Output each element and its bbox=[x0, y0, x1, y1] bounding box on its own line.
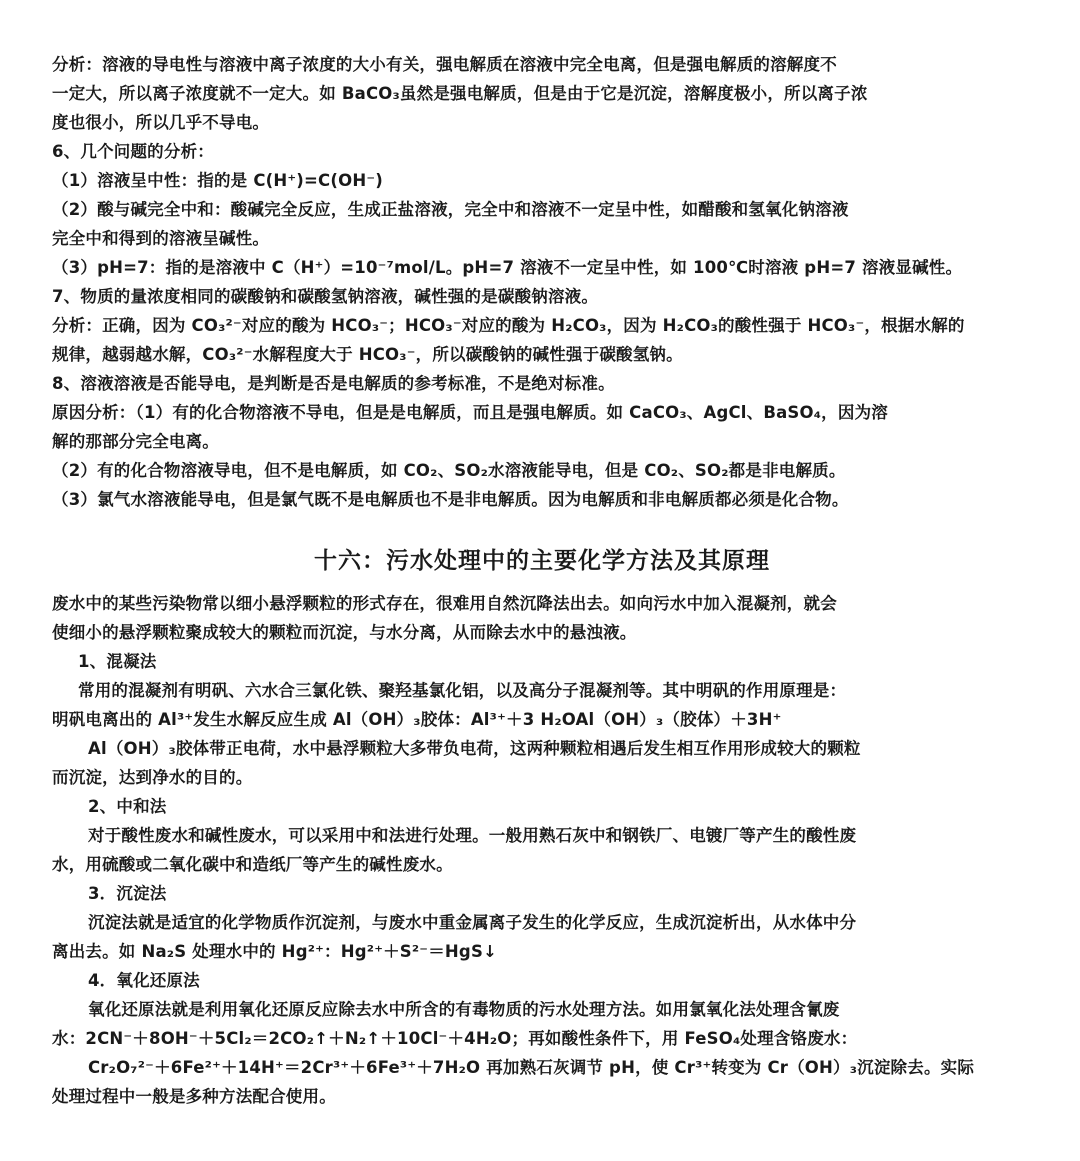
paragraph-line: 解的那部分完全电离。 bbox=[52, 432, 219, 451]
paragraph-line: 废水中的某些污染物常以细小悬浮颗粒的形式存在，很难用自然沉降法出去。如向污水中加入混凝剂，就会 bbox=[52, 594, 837, 613]
paragraph-line: （3）氯气水溶液能导电，但是氯气既不是电解质也不是非电解质。因为电解质和非电解质都必须是化合物。 bbox=[52, 490, 849, 509]
paragraph-line: （1）溶液呈中性：指的是 C(H⁺)=C(OH⁻) bbox=[52, 171, 383, 190]
subheading-redox: 4．氧化还原法 bbox=[88, 971, 200, 990]
paragraph-line: 离出去。如 Na₂S 处理水中的 Hg²⁺：Hg²⁺＋S²⁻＝HgS↓ bbox=[52, 942, 498, 961]
paragraph-line: 而沉淀，达到净水的目的。 bbox=[52, 768, 253, 787]
section-title: 十六：污水处理中的主要化学方法及其原理 bbox=[314, 548, 770, 574]
paragraph-line: （2）有的化合物溶液导电，但不是电解质，如 CO₂、SO₂水溶液能导电，但是 CO₂、SO₂都是非电解质。 bbox=[52, 461, 846, 480]
paragraph-line: （2）酸与碱完全中和：酸碱完全反应，生成正盐溶液，完全中和溶液不一定呈中性，如醋酸和氢氧化钠溶液 bbox=[52, 200, 849, 219]
question-heading-8: 8、溶液溶液是否能导电，是判断是否是电解质的参考标准，不是绝对标准。 bbox=[52, 374, 615, 393]
subheading-coagulation: 1、混凝法 bbox=[78, 652, 157, 671]
paragraph-line: 使细小的悬浮颗粒聚成较大的颗粒而沉淀，与水分离，从而除去水中的悬浊液。 bbox=[52, 623, 637, 642]
question-heading-7: 7、物质的量浓度相同的碳酸钠和碳酸氢钠溶液，碱性强的是碳酸钠溶液。 bbox=[52, 287, 599, 306]
paragraph-line: 沉淀法就是适宜的化学物质作沉淀剂，与废水中重金属离子发生的化学反应，生成沉淀析出，从水体中分 bbox=[88, 913, 857, 932]
paragraph-line: 原因分析：（1）有的化合物溶液不导电，但是是电解质，而且是强电解质。如 CaCO₃、AgCl、BaSO₄，因为溶 bbox=[52, 403, 888, 422]
question-heading-6: 6、几个问题的分析： bbox=[52, 142, 214, 161]
document-page bbox=[52, 50, 1032, 1111]
paragraph-line: 明矾电离出的 Al³⁺发生水解反应生成 Al（OH）₃胶体：Al³⁺＋3 H₂OAl（OH）₃（胶体）＋3H⁺ bbox=[52, 710, 782, 729]
paragraph-line: 分析：正确，因为 CO₃²⁻对应的酸为 HCO₃⁻；HCO₃⁻对应的酸为 H₂CO₃，因为 H₂CO₃的酸性强于 HCO₃⁻，根据水解的 bbox=[52, 316, 965, 335]
paragraph-line: 水，用硫酸或二氧化碳中和造纸厂等产生的碱性废水。 bbox=[52, 855, 453, 874]
paragraph-line: 分析：溶液的导电性与溶液中离子浓度的大小有关，强电解质在溶液中完全电离，但是强电解质的溶解度不 bbox=[52, 55, 837, 74]
paragraph-line: 规律，越弱越水解，CO₃²⁻水解程度大于 HCO₃⁻，所以碳酸钠的碱性强于碳酸氢钠。 bbox=[52, 345, 683, 364]
paragraph-line: 常用的混凝剂有明矾、六水合三氯化铁、聚羟基氯化铝，以及高分子混凝剂等。其中明矾的作用原理是： bbox=[78, 681, 847, 700]
paragraph-line: 一定大，所以离子浓度就不一定大。如 BaCO₃虽然是强电解质，但是由于它是沉淀，溶解度极小，所以离子浓 bbox=[52, 84, 868, 103]
paragraph-line: 水：2CN⁻＋8OH⁻＋5Cl₂＝2CO₂↑＋N₂↑＋10Cl⁻＋4H₂O；再如酸性条件下，用 FeSO₄处理含铬废水： bbox=[52, 1029, 858, 1048]
paragraph-line: 对于酸性废水和碱性废水，可以采用中和法进行处理。一般用熟石灰中和钢铁厂、电镀厂等产生的酸性废 bbox=[88, 826, 857, 845]
subheading-precipitation: 3．沉淀法 bbox=[88, 884, 167, 903]
paragraph-line: Cr₂O₇²⁻＋6Fe²⁺＋14H⁺＝2Cr³⁺＋6Fe³⁺＋7H₂O 再加熟石灰调节 pH，使 Cr³⁺转变为 Cr（OH）₃沉淀除去。实际 bbox=[88, 1058, 975, 1077]
paragraph-line: 处理过程中一般是多种方法配合使用。 bbox=[52, 1087, 336, 1106]
paragraph-line: 氧化还原法就是利用氧化还原反应除去水中所含的有毒物质的污水处理方法。如用氯氧化法处理含氰废 bbox=[88, 1000, 840, 1019]
paragraph-line: 度也很小，所以几乎不导电。 bbox=[52, 113, 270, 132]
paragraph-line: 完全中和得到的溶液呈碱性。 bbox=[52, 229, 270, 248]
subheading-neutralization: 2、中和法 bbox=[88, 797, 167, 816]
paragraph-line: （3）pH=7：指的是溶液中 C（H⁺）=10⁻⁷mol/L。pH=7 溶液不一定呈中性，如 100℃时溶液 pH=7 溶液显碱性。 bbox=[52, 258, 963, 277]
paragraph-line: Al（OH）₃胶体带正电荷，水中悬浮颗粒大多带负电荷，这两种颗粒相遇后发生相互作用形成较大的颗粒 bbox=[88, 739, 861, 758]
